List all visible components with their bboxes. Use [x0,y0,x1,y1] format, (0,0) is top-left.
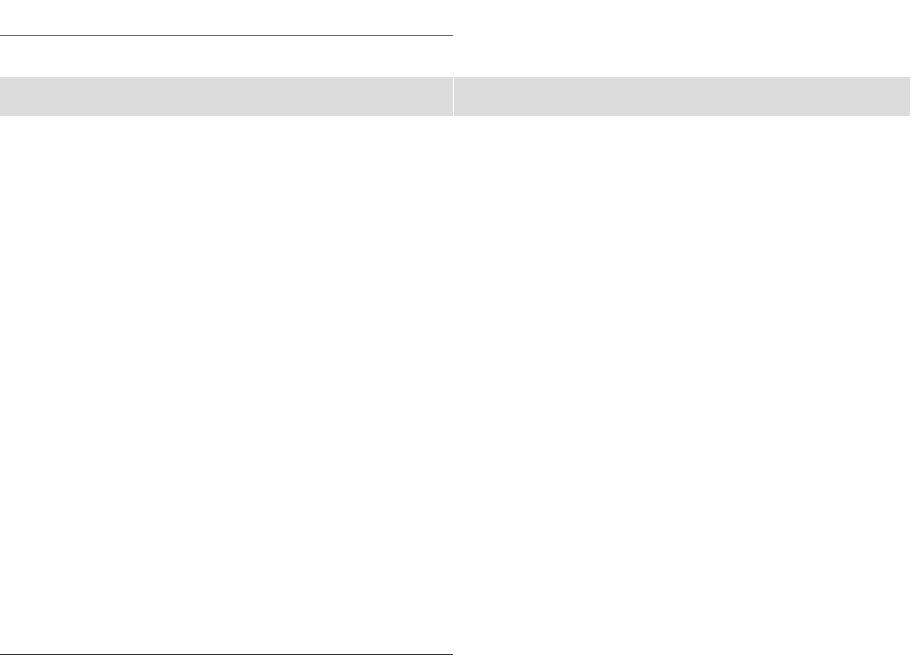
balance-header-band [0,77,453,116]
top-section-divider [0,35,453,36]
ratios-header-band [454,77,910,116]
bottom-border [0,654,453,655]
